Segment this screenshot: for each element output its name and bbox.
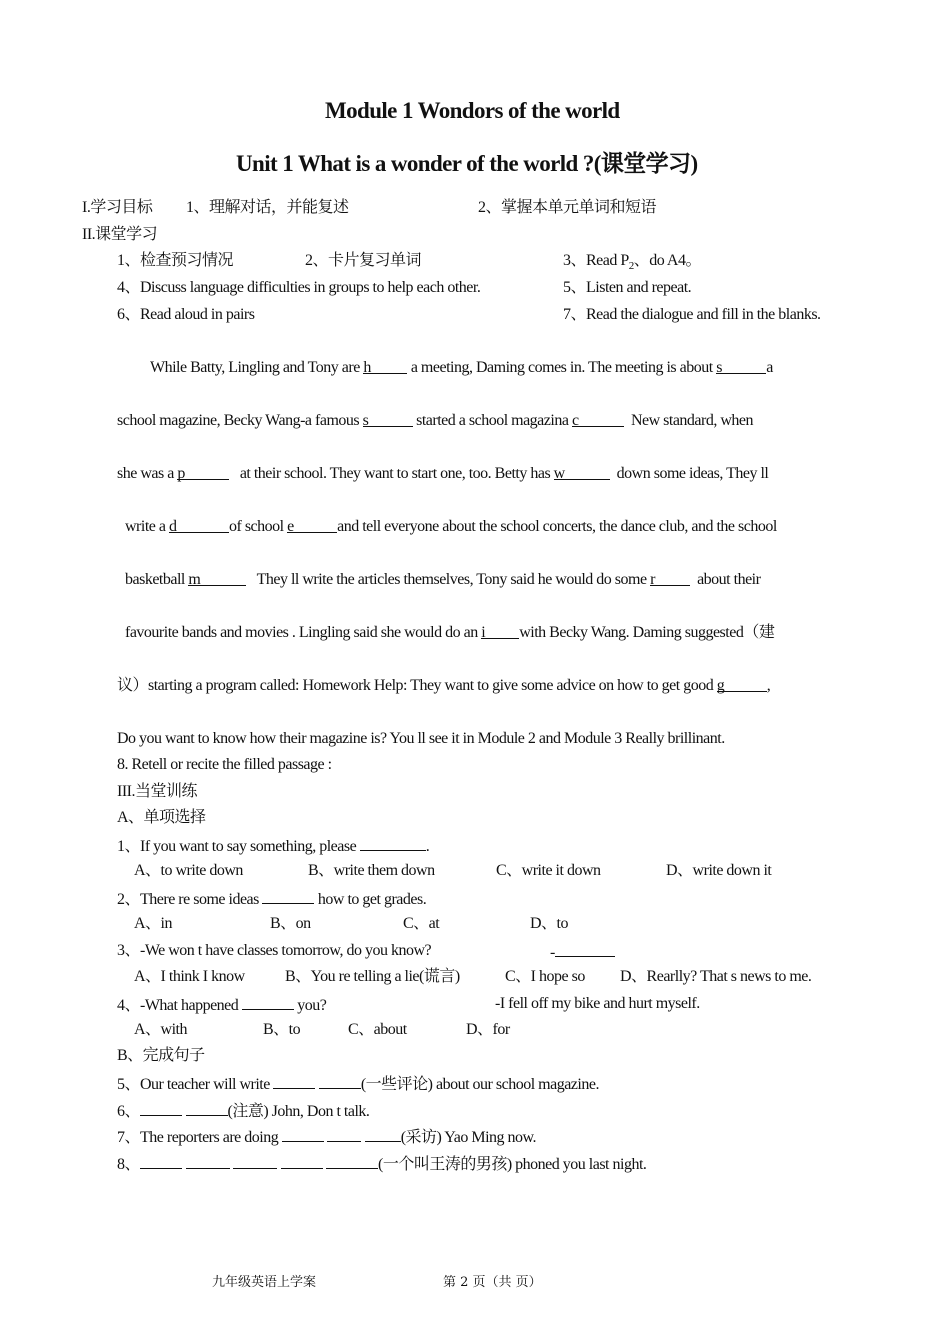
passage-line-3: she was a p at their school. They want to start one, too. Betty has w down some ideas, They ll bbox=[117, 465, 769, 482]
sentence-8: 8、 (一个叫王涛的男孩) phoned you last night. bbox=[117, 1153, 646, 1175]
answer-blank[interactable] bbox=[273, 1073, 315, 1089]
answer-blank[interactable] bbox=[242, 994, 294, 1010]
passage-line-7: 议）starting a program called: Homework Help: They want to give some advice on how to get good g , bbox=[117, 677, 771, 694]
q4-option-a[interactable]: A、with bbox=[134, 1021, 188, 1038]
answer-blank[interactable] bbox=[186, 1153, 230, 1169]
answer-blank[interactable] bbox=[282, 1126, 324, 1142]
question-2: 2、There re some ideas how to get grades. bbox=[117, 888, 426, 910]
section1-label: I.学习目标 bbox=[82, 199, 153, 216]
q2-option-d[interactable]: D、to bbox=[530, 915, 569, 932]
retell-instruction: 8. Retell or recite the filled passage : bbox=[117, 756, 332, 773]
answer-blank[interactable] bbox=[262, 888, 314, 904]
section3-label: III.当堂训练 bbox=[117, 783, 197, 800]
step-1: 1、检查预习情况 bbox=[117, 252, 234, 269]
step-6: 6、Read aloud in pairs bbox=[117, 306, 255, 323]
question-4: 4、-What happened you? bbox=[117, 994, 326, 1016]
step-5: 5、Listen and repeat. bbox=[563, 279, 692, 296]
answer-blank[interactable] bbox=[365, 1126, 401, 1142]
q4-option-b[interactable]: B、to bbox=[263, 1021, 301, 1038]
passage-line-6: favourite bands and movies . Lingling said she would do an i with Becky Wang. Daming suggested（建 bbox=[125, 624, 775, 641]
question-1: 1、If you want to say something, please . bbox=[117, 835, 429, 857]
section2-label: II.课堂学习 bbox=[82, 226, 158, 243]
q2-option-a[interactable]: A、in bbox=[134, 915, 173, 932]
step-3: 3、Read $P_2$、do A4。 bbox=[563, 252, 701, 272]
answer-blank[interactable] bbox=[140, 1100, 182, 1116]
step-7: 7、Read the dialogue and fill in the blanks. bbox=[563, 306, 821, 323]
q2-option-c[interactable]: C、at bbox=[403, 915, 440, 932]
step-2: 2、卡片复习单词 bbox=[305, 252, 422, 269]
q1-option-b[interactable]: B、write them down bbox=[308, 862, 435, 879]
goal-1: 1、理解对话，并能复述 bbox=[186, 199, 349, 216]
passage-line-1: While Batty, Lingling and Tony are h a meeting, Daming comes in. The meeting is about s a bbox=[150, 359, 773, 376]
passage-line-8: Do you want to know how their magazine is? You ll see it in Module 2 and Module 3 Really brillinant. bbox=[117, 730, 725, 747]
step-4: 4、Discuss language difficulties in groups to help each other. bbox=[117, 279, 481, 296]
q3-option-c[interactable]: C、I hope so bbox=[505, 968, 585, 985]
q4-option-d[interactable]: D、for bbox=[466, 1021, 510, 1038]
goal-2: 2、掌握本单元单词和短语 bbox=[478, 199, 657, 216]
answer-blank[interactable] bbox=[319, 1073, 361, 1089]
passage-line-2: school magazine, Becky Wang-a famous s started a school magazina c New standard, when bbox=[117, 412, 754, 429]
module-title: Module 1 Wondors of the world bbox=[325, 98, 620, 123]
q1-option-c[interactable]: C、write it down bbox=[496, 862, 601, 879]
q4-option-c[interactable]: C、about bbox=[348, 1021, 407, 1038]
sentence-6: 6、 (注意) John, Don t talk. bbox=[117, 1100, 369, 1122]
sentence-7: 7、The reporters are doing (采访) Yao Ming now. bbox=[117, 1126, 536, 1148]
answer-blank[interactable] bbox=[281, 1153, 323, 1169]
answer-blank[interactable] bbox=[327, 1126, 361, 1142]
part-b-heading: B、完成句子 bbox=[117, 1047, 205, 1064]
answer-blank[interactable] bbox=[233, 1153, 277, 1169]
q3-option-d[interactable]: D、Rearlly? That s news to me. bbox=[620, 968, 812, 985]
answer-blank[interactable] bbox=[326, 1153, 378, 1169]
passage-line-4: write a d of school e and tell everyone about the school concerts, the dance club, and the school bbox=[125, 518, 777, 535]
q2-option-b[interactable]: B、on bbox=[270, 915, 311, 932]
sentence-5: 5、Our teacher will write (一些评论) about our school magazine. bbox=[117, 1073, 599, 1095]
part-a-heading: A、单项选择 bbox=[117, 809, 206, 826]
unit-title: Unit 1 What is a wonder of the world ?(课堂学习) bbox=[236, 151, 698, 176]
answer-blank[interactable] bbox=[140, 1153, 182, 1169]
q3-option-a[interactable]: A、I think I know bbox=[134, 968, 245, 985]
question-4-reply: -I fell off my bike and hurt myself. bbox=[495, 995, 700, 1012]
answer-blank[interactable] bbox=[555, 941, 615, 957]
question-3: 3、-We won t have classes tomorrow, do you know? bbox=[117, 942, 432, 959]
footer-page-number: 第 2 页（共 页） bbox=[443, 1275, 542, 1290]
q3-option-b[interactable]: B、You re telling a lie(谎言) bbox=[285, 968, 460, 985]
answer-blank[interactable] bbox=[186, 1100, 228, 1116]
q1-option-d[interactable]: D、write down it bbox=[666, 862, 772, 879]
passage-line-5: basketball m They ll write the articles themselves, Tony said he would do some r about their bbox=[125, 571, 761, 588]
answer-blank[interactable] bbox=[360, 835, 426, 851]
q1-option-a[interactable]: A、to write down bbox=[134, 862, 243, 879]
footer-course-title: 九年级英语上学案 bbox=[212, 1275, 317, 1290]
question-3-reply: - bbox=[550, 941, 615, 963]
